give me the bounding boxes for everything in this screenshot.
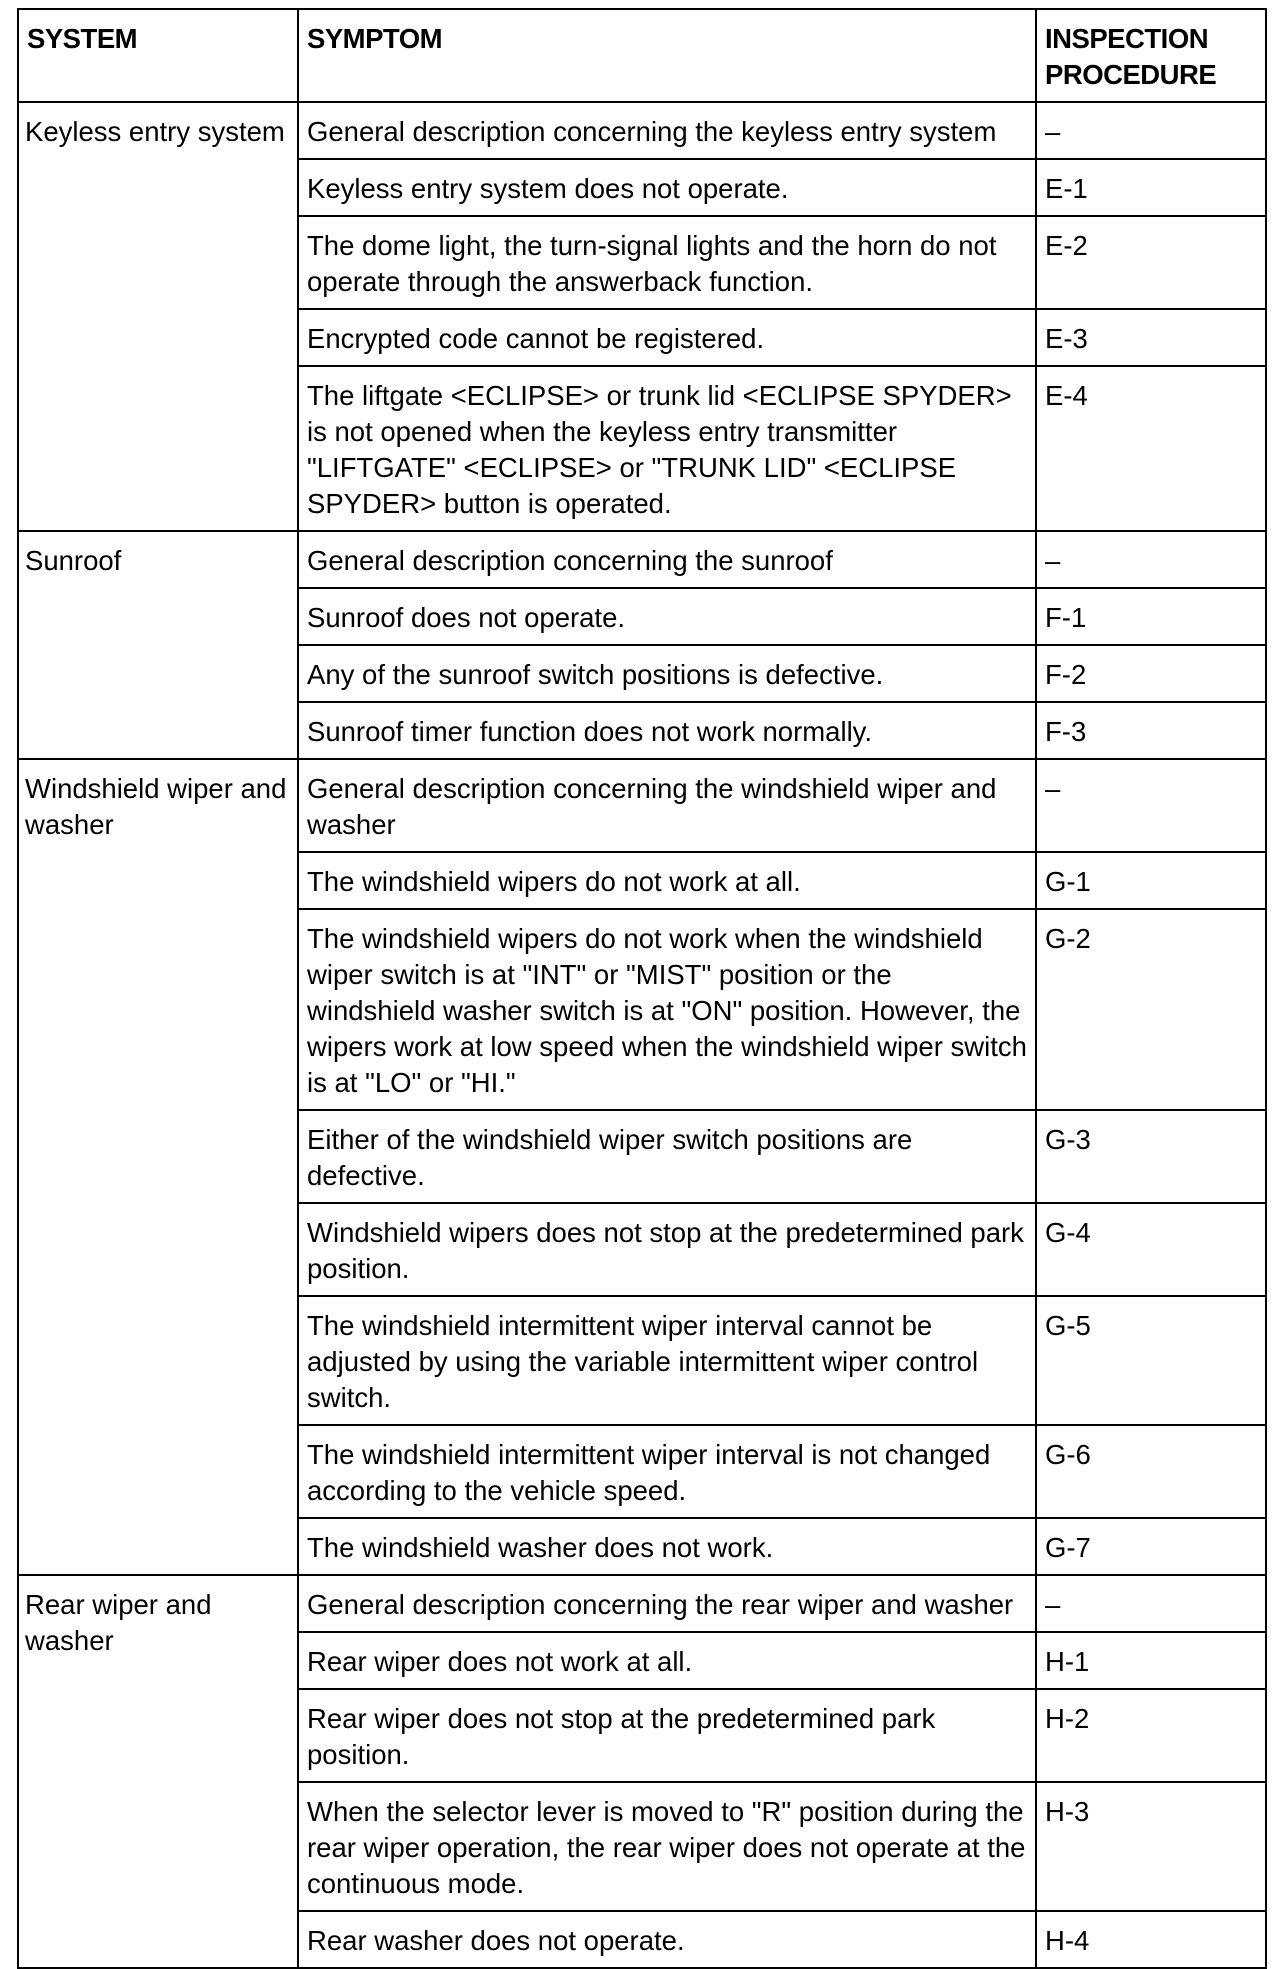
table-body [18,102,1266,1968]
symptom-cell: General description concerning the keyless entry system [298,102,1036,159]
inspection-procedure-cell: E-2 [1036,216,1266,309]
symptom-cell: The windshield wipers do not work at all. [298,852,1036,909]
inspection-procedure-cell: – [1036,759,1266,852]
table-header-row [18,9,1266,102]
inspection-procedure-cell: H-2 [1036,1689,1266,1782]
system-cell: Keyless entry system [18,102,298,531]
symptom-cell: General description concerning the rear wiper and washer [298,1575,1036,1632]
symptom-cell: General description concerning the sunroof [298,531,1036,588]
inspection-procedure-cell: H-3 [1036,1782,1266,1911]
system-cell: Sunroof [18,531,298,759]
inspection-procedure-cell: F-3 [1036,702,1266,759]
inspection-procedure-cell: G-2 [1036,909,1266,1110]
symptom-cell: General description concerning the windshield wiper and washer [298,759,1036,852]
inspection-procedure-cell: – [1036,102,1266,159]
header-inspection-procedure: INSPECTION PROCEDURE [1036,9,1266,102]
inspection-procedure-cell: E-1 [1036,159,1266,216]
header-system: SYSTEM [18,9,298,102]
inspection-procedure-cell: E-4 [1036,366,1266,531]
symptom-cell: Any of the sunroof switch positions is defective. [298,645,1036,702]
inspection-procedure-cell: H-4 [1036,1911,1266,1968]
symptom-cell: Encrypted code cannot be registered. [298,309,1036,366]
symptom-cell: Keyless entry system does not operate. [298,159,1036,216]
symptom-cell: Sunroof does not operate. [298,588,1036,645]
symptom-cell: Rear washer does not operate. [298,1911,1036,1968]
inspection-procedure-cell: G-3 [1036,1110,1266,1203]
inspection-table [17,8,1267,1969]
inspection-procedure-cell: – [1036,1575,1266,1632]
symptom-cell: When the selector lever is moved to "R" position during the rear wiper operation, the rear wiper does not operate at the continuous mode. [298,1782,1036,1911]
symptom-cell: Rear wiper does not work at all. [298,1632,1036,1689]
symptom-cell: The windshield wipers do not work when the windshield wiper switch is at "INT" or "MIST" position or the windshield washer switch is at "ON" position. However, the wipers work at low speed when the windshield wiper switch is at "LO" or "HI." [298,909,1036,1110]
inspection-procedure-cell: G-4 [1036,1203,1266,1296]
symptom-cell: The liftgate <ECLIPSE> or trunk lid <ECLIPSE SPYDER> is not opened when the keyless entry transmitter "LIFTGATE" <ECLIPSE> or "TRUNK LID" <ECLIPSE SPYDER> button is operated. [298,366,1036,531]
header-symptom: SYMPTOM [298,9,1036,102]
table-row [18,1575,1266,1632]
inspection-procedure-cell: H-1 [1036,1632,1266,1689]
symptom-cell: Rear wiper does not stop at the predetermined park position. [298,1689,1036,1782]
table-row [18,102,1266,159]
symptom-cell: The windshield intermittent wiper interval is not changed according to the vehicle speed. [298,1425,1036,1518]
inspection-procedure-cell: G-5 [1036,1296,1266,1425]
system-cell: Rear wiper and washer [18,1575,298,1968]
symptom-cell: Sunroof timer function does not work normally. [298,702,1036,759]
table-row [18,759,1266,852]
inspection-procedure-cell: G-7 [1036,1518,1266,1575]
inspection-procedure-cell: G-1 [1036,852,1266,909]
table-row [18,531,1266,588]
symptom-cell: Either of the windshield wiper switch positions are defective. [298,1110,1036,1203]
inspection-procedure-cell: E-3 [1036,309,1266,366]
symptom-cell: The dome light, the turn-signal lights and the horn do not operate through the answerback function. [298,216,1036,309]
inspection-procedure-cell: G-6 [1036,1425,1266,1518]
inspection-procedure-cell: – [1036,531,1266,588]
inspection-procedure-cell: F-2 [1036,645,1266,702]
symptom-cell: The windshield washer does not work. [298,1518,1036,1575]
inspection-table-sheet [17,8,1265,1969]
inspection-procedure-cell: F-1 [1036,588,1266,645]
symptom-cell: The windshield intermittent wiper interval cannot be adjusted by using the variable intermittent wiper control switch. [298,1296,1036,1425]
symptom-cell: Windshield wipers does not stop at the predetermined park position. [298,1203,1036,1296]
system-cell: Windshield wiper and washer [18,759,298,1575]
